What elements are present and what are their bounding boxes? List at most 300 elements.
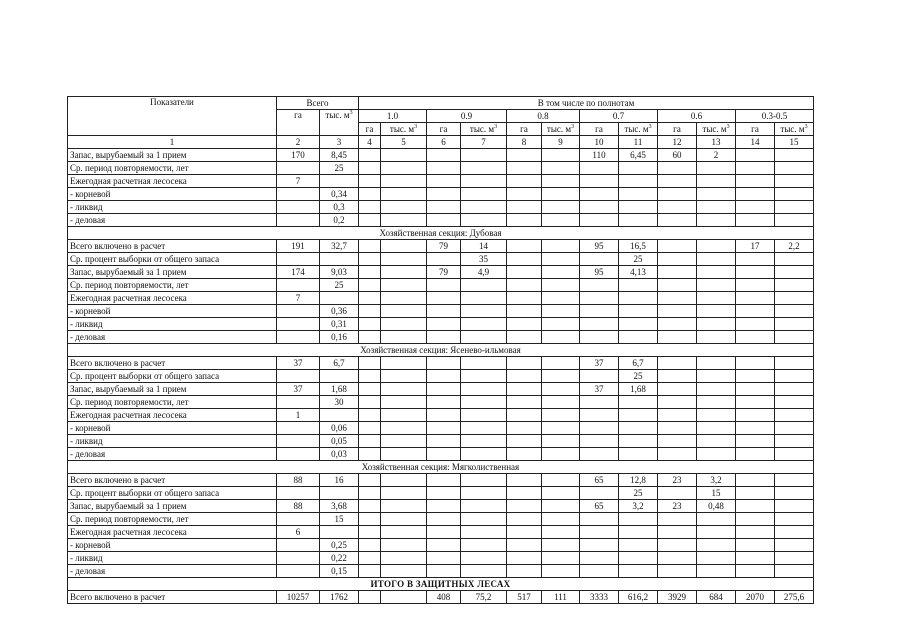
table-cell: 6,7 — [320, 357, 359, 370]
table-cell — [320, 526, 359, 539]
table-cell: 191 — [277, 240, 320, 253]
header-unit-vol — [542, 123, 580, 136]
column-number: 3 — [320, 136, 359, 149]
table-cell: 79 — [427, 240, 461, 253]
table-cell — [359, 240, 381, 253]
table-cell — [359, 266, 381, 279]
table-cell: 95 — [580, 240, 619, 253]
row-label: - корневой — [68, 305, 277, 318]
row-label: Ср. период повторяемости, лет — [68, 162, 277, 175]
table-cell — [697, 175, 736, 188]
table-cell — [542, 513, 580, 526]
table-cell — [507, 331, 542, 344]
table-cell — [277, 279, 320, 292]
table-cell — [461, 370, 507, 383]
table-cell — [736, 370, 775, 383]
table-cell — [427, 435, 461, 448]
table-cell — [775, 513, 814, 526]
table-cell — [775, 526, 814, 539]
table-cell — [658, 370, 697, 383]
table-cell — [277, 370, 320, 383]
table-cell — [736, 526, 775, 539]
table-cell — [775, 357, 814, 370]
table-row — [68, 149, 814, 162]
table-cell — [359, 201, 381, 214]
table-cell — [697, 188, 736, 201]
table-cell: 517 — [507, 591, 542, 604]
table-cell — [507, 201, 542, 214]
table-cell — [381, 188, 427, 201]
table-cell — [736, 396, 775, 409]
table-cell — [381, 162, 427, 175]
table-cell — [381, 474, 427, 487]
table-cell — [697, 331, 736, 344]
table-cell — [359, 331, 381, 344]
table-cell: 7 — [277, 292, 320, 305]
table-cell: 275,6 — [775, 591, 814, 604]
table-row — [68, 318, 814, 331]
table-cell — [381, 357, 427, 370]
table-cell — [542, 331, 580, 344]
table-cell — [427, 539, 461, 552]
table-cell — [359, 279, 381, 292]
row-label: - ликвид — [68, 201, 277, 214]
table-cell — [580, 253, 619, 266]
table-row — [68, 201, 814, 214]
header-unit-vol-text: тыс. м — [389, 123, 415, 134]
row-label: - корневой — [68, 539, 277, 552]
table-cell — [580, 292, 619, 305]
table-cell — [736, 487, 775, 500]
table-cell — [542, 448, 580, 461]
table-row — [68, 305, 814, 318]
table-cell — [507, 240, 542, 253]
table-cell — [697, 513, 736, 526]
table-cell — [277, 253, 320, 266]
table-cell — [697, 292, 736, 305]
table-cell — [658, 526, 697, 539]
table-cell — [697, 201, 736, 214]
table-cell — [697, 435, 736, 448]
table-cell — [658, 318, 697, 331]
table-cell — [507, 357, 542, 370]
table-cell — [461, 175, 507, 188]
section-title: Хозяйственная секция: Мягколиственная — [68, 461, 814, 474]
header-density-2: 0.8 — [507, 110, 580, 123]
table-cell — [775, 266, 814, 279]
table-cell — [658, 448, 697, 461]
table-cell — [461, 162, 507, 175]
table-cell — [461, 487, 507, 500]
table-cell — [277, 435, 320, 448]
table-cell — [697, 526, 736, 539]
section-title: Хозяйственная секция: Дубовая — [68, 227, 814, 240]
table-cell: 25 — [320, 162, 359, 175]
table-cell: 0,2 — [320, 214, 359, 227]
table-cell — [359, 474, 381, 487]
table-cell — [697, 396, 736, 409]
table-cell — [542, 175, 580, 188]
table-cell — [542, 279, 580, 292]
table-cell — [697, 539, 736, 552]
section-row — [68, 227, 814, 240]
table-cell — [736, 149, 775, 162]
table-cell — [619, 448, 658, 461]
row-label: Ежегодная расчетная лесосека — [68, 409, 277, 422]
table-cell — [359, 552, 381, 565]
table-row — [68, 370, 814, 383]
table-cell: 0,48 — [697, 500, 736, 513]
table-cell — [359, 175, 381, 188]
table-cell: 16,5 — [619, 240, 658, 253]
table-cell — [359, 253, 381, 266]
table-cell — [580, 318, 619, 331]
table-cell — [427, 292, 461, 305]
header-density-1: 0.9 — [427, 110, 507, 123]
column-number: 12 — [658, 136, 697, 149]
table-cell — [507, 370, 542, 383]
table-cell — [619, 318, 658, 331]
table-row — [68, 162, 814, 175]
row-label: Ср. процент выборки от общего запаса — [68, 370, 277, 383]
table-cell — [427, 188, 461, 201]
table-cell: 0,03 — [320, 448, 359, 461]
table-cell — [775, 201, 814, 214]
table-cell: 0,31 — [320, 318, 359, 331]
table-cell — [427, 331, 461, 344]
header-unit-vol — [697, 123, 736, 136]
header-unit-vol-text: тыс. м — [469, 123, 495, 134]
table-cell — [359, 526, 381, 539]
row-label: Всего включено в расчет — [68, 240, 277, 253]
table-cell — [461, 552, 507, 565]
table-cell — [619, 552, 658, 565]
table-row — [68, 435, 814, 448]
header-unit-vol-sup: 3 — [414, 123, 418, 130]
table-cell — [542, 565, 580, 578]
table-cell — [381, 552, 427, 565]
header-density-0: 1.0 — [359, 110, 427, 123]
row-label: Ежегодная расчетная лесосека — [68, 175, 277, 188]
table-cell — [580, 513, 619, 526]
header-unit-vol — [775, 123, 814, 136]
table-cell — [619, 435, 658, 448]
table-cell — [775, 500, 814, 513]
table-cell: 16 — [320, 474, 359, 487]
table-cell — [542, 409, 580, 422]
table-cell — [658, 240, 697, 253]
table-cell: 12,8 — [619, 474, 658, 487]
table-cell: 0,22 — [320, 552, 359, 565]
table-cell — [277, 422, 320, 435]
table-cell — [461, 500, 507, 513]
table-cell — [619, 188, 658, 201]
table-cell — [697, 552, 736, 565]
column-number: 9 — [542, 136, 580, 149]
table-cell — [775, 487, 814, 500]
table-cell — [427, 253, 461, 266]
table-cell — [775, 539, 814, 552]
table-cell: 4,13 — [619, 266, 658, 279]
table-cell — [580, 331, 619, 344]
table-body — [68, 149, 814, 604]
table-cell — [277, 162, 320, 175]
table-cell — [461, 539, 507, 552]
table-cell — [736, 422, 775, 435]
table-cell — [381, 513, 427, 526]
table-cell — [507, 292, 542, 305]
table-cell: 37 — [277, 383, 320, 396]
header-unit-ha: га — [507, 123, 542, 136]
header-unit-ha: га — [359, 123, 381, 136]
table-cell — [277, 201, 320, 214]
section-row — [68, 578, 814, 591]
table-cell: 110 — [580, 149, 619, 162]
table-cell — [697, 318, 736, 331]
header-unit-vol-text: тыс. м — [780, 123, 805, 134]
column-number: 15 — [775, 136, 814, 149]
table-cell — [359, 513, 381, 526]
table-cell: 6 — [277, 526, 320, 539]
table-cell: 0,06 — [320, 422, 359, 435]
table-cell — [775, 422, 814, 435]
table-cell — [507, 409, 542, 422]
table-cell — [381, 396, 427, 409]
table-cell — [507, 305, 542, 318]
table-cell — [736, 474, 775, 487]
table-cell — [775, 279, 814, 292]
table-cell — [320, 292, 359, 305]
table-cell — [658, 396, 697, 409]
table-cell — [320, 487, 359, 500]
row-label: - деловая — [68, 448, 277, 461]
table-cell — [736, 266, 775, 279]
column-number: 13 — [697, 136, 736, 149]
row-label: Ежегодная расчетная лесосека — [68, 526, 277, 539]
table-cell — [736, 279, 775, 292]
table-cell — [277, 539, 320, 552]
table-cell — [507, 383, 542, 396]
table-cell — [775, 396, 814, 409]
column-number: 5 — [381, 136, 427, 149]
column-number: 4 — [359, 136, 381, 149]
table-row — [68, 552, 814, 565]
table-cell — [658, 266, 697, 279]
table-cell — [507, 513, 542, 526]
table-cell — [542, 526, 580, 539]
table-cell — [580, 448, 619, 461]
table-cell — [359, 591, 381, 604]
table-cell — [427, 383, 461, 396]
table-cell — [359, 435, 381, 448]
table-cell — [580, 396, 619, 409]
table-row — [68, 240, 814, 253]
table-cell — [507, 279, 542, 292]
table-row — [68, 331, 814, 344]
table-row — [68, 565, 814, 578]
table-cell — [619, 422, 658, 435]
row-label: - ликвид — [68, 552, 277, 565]
header-density-subtitle: В том числе по полнотам — [359, 97, 814, 110]
table-cell — [697, 357, 736, 370]
table-cell — [775, 448, 814, 461]
table-cell — [775, 214, 814, 227]
table-cell — [277, 396, 320, 409]
header-unit-vol — [381, 123, 427, 136]
table-cell — [542, 188, 580, 201]
header-unit-ha: га — [658, 123, 697, 136]
table-cell — [580, 565, 619, 578]
table-cell: 23 — [658, 500, 697, 513]
table-cell — [359, 188, 381, 201]
table-cell — [580, 162, 619, 175]
table-cell — [697, 240, 736, 253]
table-cell: 10257 — [277, 591, 320, 604]
table-row — [68, 188, 814, 201]
table-cell — [381, 409, 427, 422]
table-cell — [736, 292, 775, 305]
table-cell: 3,2 — [697, 474, 736, 487]
table-row — [68, 279, 814, 292]
table-cell — [619, 539, 658, 552]
table-cell: 0,15 — [320, 565, 359, 578]
table-cell — [359, 149, 381, 162]
table-cell: 60 — [658, 149, 697, 162]
table-cell — [359, 539, 381, 552]
table-cell — [427, 552, 461, 565]
header-unit-vol-text: тыс. м — [702, 123, 727, 134]
row-label: - корневой — [68, 422, 277, 435]
column-number: 2 — [277, 136, 320, 149]
table-cell: 3,2 — [619, 500, 658, 513]
table-cell — [381, 539, 427, 552]
table-cell — [359, 357, 381, 370]
row-label: Всего включено в расчет — [68, 474, 277, 487]
table-cell — [507, 422, 542, 435]
table-cell: 17 — [736, 240, 775, 253]
table-cell — [427, 513, 461, 526]
table-cell — [277, 448, 320, 461]
table-cell — [427, 409, 461, 422]
table-cell — [359, 162, 381, 175]
table-cell: 37 — [580, 383, 619, 396]
table-cell: 88 — [277, 500, 320, 513]
header-density-5: 0.3-0.5 — [736, 110, 814, 123]
table-cell — [542, 474, 580, 487]
table-cell — [461, 201, 507, 214]
table-cell: 3333 — [580, 591, 619, 604]
table-cell — [542, 240, 580, 253]
table-cell — [697, 279, 736, 292]
table-cell — [277, 331, 320, 344]
table-cell — [736, 357, 775, 370]
table-cell — [542, 214, 580, 227]
table-cell — [775, 305, 814, 318]
table-cell: 3,68 — [320, 500, 359, 513]
table-cell — [381, 279, 427, 292]
table-cell — [427, 162, 461, 175]
table-cell — [507, 253, 542, 266]
table-row — [68, 422, 814, 435]
table-cell — [359, 292, 381, 305]
table-cell — [427, 526, 461, 539]
table-cell — [697, 266, 736, 279]
table-cell — [736, 513, 775, 526]
row-label: - деловая — [68, 214, 277, 227]
table-cell — [580, 214, 619, 227]
table-cell — [619, 162, 658, 175]
table-cell: 79 — [427, 266, 461, 279]
table-cell — [736, 383, 775, 396]
table-cell — [381, 435, 427, 448]
table-cell — [381, 565, 427, 578]
table-cell — [507, 175, 542, 188]
table-cell — [658, 552, 697, 565]
table-cell — [658, 383, 697, 396]
header-unit-vol-sup: 3 — [494, 123, 498, 130]
table-cell — [658, 201, 697, 214]
table-cell — [461, 383, 507, 396]
table-cell — [775, 253, 814, 266]
table-cell — [381, 305, 427, 318]
table-cell — [542, 370, 580, 383]
table-cell: 15 — [320, 513, 359, 526]
table-row — [68, 591, 814, 604]
header-unit-vol-sup: 3 — [804, 123, 808, 130]
table-cell — [658, 214, 697, 227]
table-cell — [381, 201, 427, 214]
table-cell — [658, 305, 697, 318]
table-cell — [580, 422, 619, 435]
table-cell — [427, 279, 461, 292]
header-total-vol: тыс. $м^3$ — [320, 110, 359, 136]
table-cell — [580, 539, 619, 552]
table-cell — [381, 370, 427, 383]
row-label: Запас, вырубаемый за 1 прием — [68, 149, 277, 162]
table-cell — [542, 201, 580, 214]
row-label: - корневой — [68, 188, 277, 201]
table-cell — [697, 214, 736, 227]
table-cell: 0,3 — [320, 201, 359, 214]
column-number: 11 — [619, 136, 658, 149]
table-cell — [542, 253, 580, 266]
table-cell — [736, 253, 775, 266]
table-cell — [580, 487, 619, 500]
row-label: Ср. процент выборки от общего запаса — [68, 253, 277, 266]
table-cell — [775, 474, 814, 487]
table-cell: 3929 — [658, 591, 697, 604]
table-cell — [736, 565, 775, 578]
table-cell: 0,36 — [320, 305, 359, 318]
table-cell: 1,68 — [619, 383, 658, 396]
table-cell — [461, 149, 507, 162]
table-cell — [658, 539, 697, 552]
table-cell — [736, 305, 775, 318]
table-cell — [619, 331, 658, 344]
row-label: Всего включено в расчет — [68, 591, 277, 604]
table-cell — [427, 370, 461, 383]
table-cell: 7 — [277, 175, 320, 188]
row-label: Запас, вырубаемый за 1 прием — [68, 266, 277, 279]
row-label: - деловая — [68, 565, 277, 578]
table-cell — [427, 149, 461, 162]
header-density-4: 0.6 — [658, 110, 736, 123]
table-cell — [507, 188, 542, 201]
row-label: Запас, вырубаемый за 1 прием — [68, 500, 277, 513]
table-cell: 2070 — [736, 591, 775, 604]
table-cell — [427, 448, 461, 461]
table-cell — [542, 487, 580, 500]
